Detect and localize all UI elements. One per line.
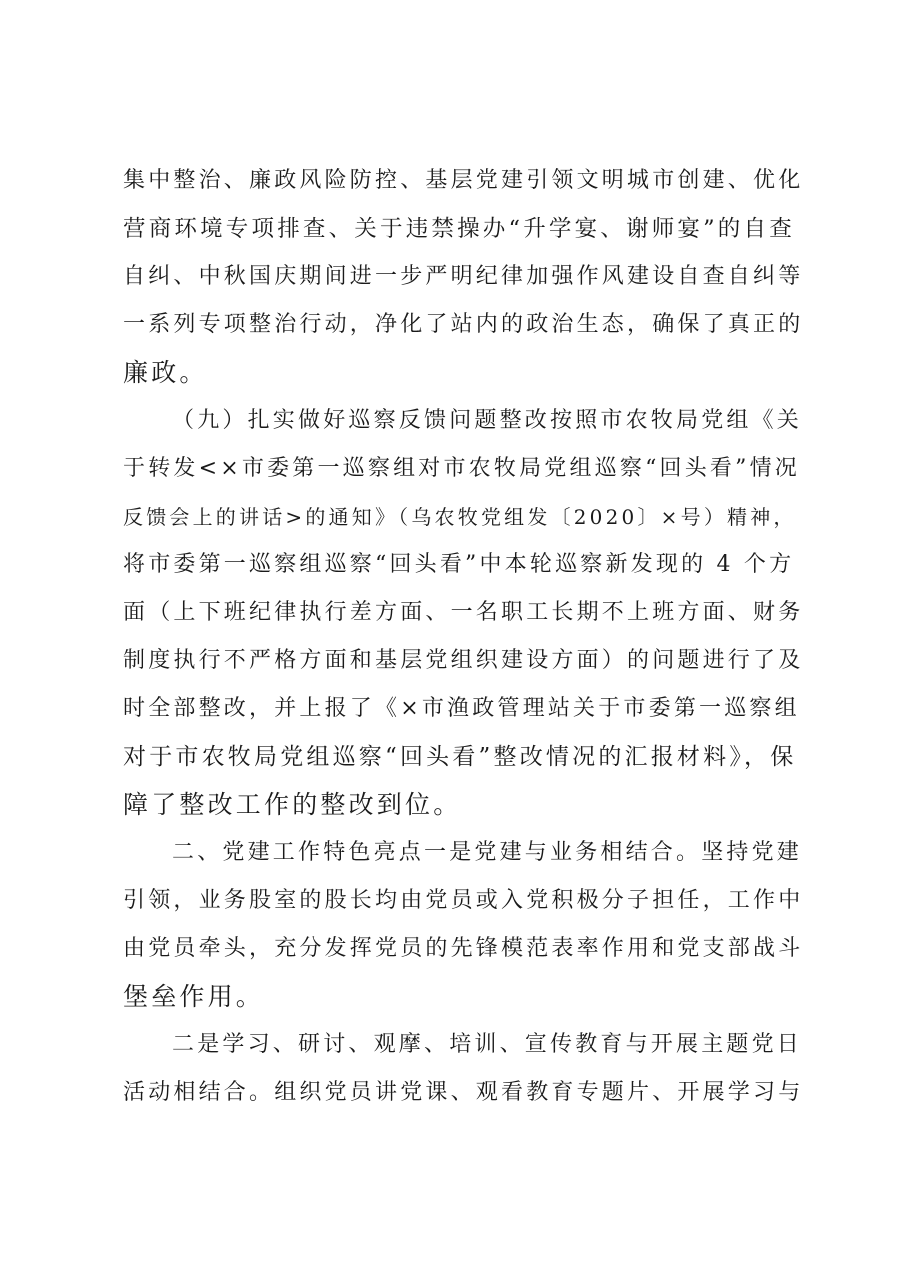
text-line-14: 障了整改工作的整改到位。 <box>123 790 462 819</box>
text-line-8: 反馈会上的讲话>的通知》（乌农牧党组发〔2020〕×号）精神， <box>123 505 797 529</box>
text-line-2: 营商环境专项排查、关于违禁操办“升学宴、谢师宴”的自查 <box>123 216 795 242</box>
text-line-11: 制度执行不严格方面和基层党组织建设方面）的问题进行了及 <box>123 648 804 673</box>
text-line-7: 于转发<×市委第一巡察组对市农牧局党组巡察“回头看”情况 <box>123 456 800 481</box>
text-line-20: 活动相结合。组织党员讲党课、观看教育专题片、开展学习与 <box>123 1080 804 1105</box>
text-line-17: 由党员牵头，充分发挥党员的先锋模范表率作用和党支部战斗 <box>123 936 804 961</box>
text-line-10: 面（上下班纪律执行差方面、一名职工长期不上班方面、财务 <box>123 600 804 625</box>
text-line-13: 对于市农牧局党组巡察“回头看”整改情况的汇报材料》，保 <box>123 744 797 770</box>
paragraph-9-heading: （九）扎实做好巡察反馈问题整改按照市农牧局党组《关 <box>172 408 803 433</box>
text-line-1: 集中整治、廉政风险防控、基层党建引领文明城市创建、优化 <box>123 168 804 193</box>
text-line-18: 堡垒作用。 <box>123 982 265 1011</box>
text-line-3: 自纠、中秋国庆期间进一步严明纪律加强作风建设自查自纠等 <box>123 264 804 289</box>
text-line-12: 时全部整改，并上报了《×市渔政管理站关于市委第一巡察组 <box>123 696 800 721</box>
text-line-4: 一系列专项整治行动，净化了站内的政治生态，确保了真正的 <box>123 312 804 337</box>
text-line-16: 引领，业务股室的股长均由党员或入党积极分子担任，工作中 <box>123 888 804 913</box>
text-line-9: 将市委第一巡察组巡察“回头看”中本轮巡察新发现的 4 个方 <box>123 552 795 577</box>
text-line-5: 廉政。 <box>123 358 208 387</box>
paragraph-second-point: 二是学习、研讨、观摩、培训、宣传教育与开展主题党日 <box>172 1032 803 1057</box>
section-2-heading: 二、党建工作特色亮点一是党建与业务相结合。坚持党建 <box>172 840 803 865</box>
